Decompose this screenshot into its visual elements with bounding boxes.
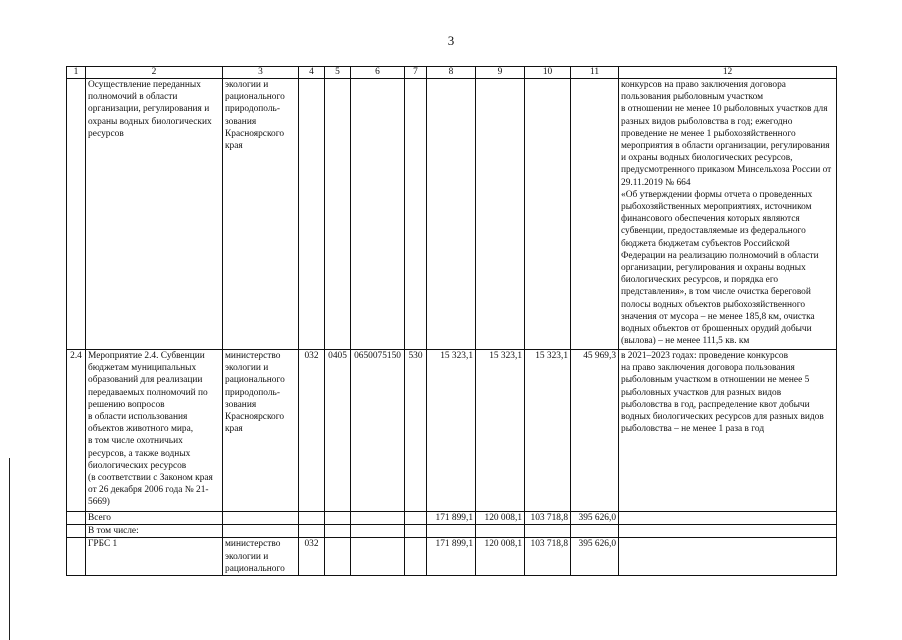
cell-grbs: 032 <box>299 538 325 576</box>
cell-total: 395 626,0 <box>571 512 619 525</box>
cell-vr: 530 <box>405 350 427 512</box>
cell-result <box>619 538 837 576</box>
cell-result <box>619 525 837 538</box>
header-cell: 7 <box>405 67 427 79</box>
cell-vr <box>405 79 427 350</box>
cell-grbs <box>299 512 325 525</box>
cell-vr <box>405 538 427 576</box>
cell-2023 <box>525 525 571 538</box>
cell-csr <box>351 79 405 350</box>
cell-measure: Осуществление переданных полномочий в области организации, регулирования и охраны водных биологических ресурсов <box>86 79 223 350</box>
cell-rzpr <box>325 512 351 525</box>
cell-index <box>67 512 86 525</box>
cell-2023: 103 718,8 <box>525 538 571 576</box>
page-number: 3 <box>447 33 455 48</box>
cell-2022 <box>476 525 525 538</box>
header-cell: 11 <box>571 67 619 79</box>
cell-total: 45 969,3 <box>571 350 619 512</box>
header-cell: 6 <box>351 67 405 79</box>
header-row <box>67 67 837 79</box>
cell-total: 395 626,0 <box>571 538 619 576</box>
cell-result: конкурсов на право заключения договора пользования рыболовным участком в отношении не менее 10 рыболовных участков для разных видов рыболовства в год; ежегодно проведение не менее 1 рыбохозяйственного мероприятия в области организации, регулирования и охраны водных биологических ресурсов, предусмотренного приказом Минсельхоза России от 29.11.2019 № 664 «Об утверждении формы отчета о проведенных рыбохозяйственных мероприятиях, источником финансового обеспечения которых являются субвенции, предоставляемые из федерального бюджета бюджетам субъектов Российской Федерации на реализацию полномочий в области организации, регулирования и охраны водных биологических ресурсов, и порядка его представления», в том числе очистка береговой полосы водных объектов рыбохозяйственного значения от мусора – не менее 185,8 км, очистка водных объектов от брошенных орудий добычи (вылова) – не менее 111,5 кв. км <box>619 79 837 350</box>
cell-2021 <box>427 79 476 350</box>
cell-index <box>67 525 86 538</box>
cell-rzpr: 0405 <box>325 350 351 512</box>
header-cell: 3 <box>223 67 299 79</box>
cell-2021: 171 899,1 <box>427 512 476 525</box>
table-row-including <box>67 525 837 538</box>
cell-index <box>67 538 86 576</box>
cell-rzpr <box>325 79 351 350</box>
cell-index <box>67 79 86 350</box>
cell-2022: 120 008,1 <box>476 512 525 525</box>
cell-vr <box>405 525 427 538</box>
cell-2021: 171 899,1 <box>427 538 476 576</box>
cell-csr: 0650075150 <box>351 350 405 512</box>
cell-grbs: 032 <box>299 350 325 512</box>
header-cell: 8 <box>427 67 476 79</box>
cell-executor <box>223 512 299 525</box>
cell-result: в 2021–2023 годах: проведение конкурсов на право заключения договора пользования рыболовным участком в отношении не менее 5 рыболовных участков для разных видов рыболовства в год, распределение квот добычи водных биологических ресурсов для разных видов рыболовства – не менее 1 раза в год <box>619 350 837 512</box>
cell-executor: министерство экологии и рационального <box>223 538 299 576</box>
cell-csr <box>351 512 405 525</box>
cell-grbs <box>299 525 325 538</box>
cell-csr <box>351 525 405 538</box>
cell-2023 <box>525 79 571 350</box>
cell-grbs <box>299 79 325 350</box>
cell-csr <box>351 538 405 576</box>
cell-2022: 120 008,1 <box>476 538 525 576</box>
cell-executor <box>223 525 299 538</box>
table-row-total <box>67 512 837 525</box>
cell-index: 2.4 <box>67 350 86 512</box>
cell-rzpr <box>325 525 351 538</box>
cell-measure: Всего <box>86 512 223 525</box>
cell-result <box>619 512 837 525</box>
cell-measure: В том числе: <box>86 525 223 538</box>
cell-executor: экологии и рационального природополь- зования Красноярского края <box>223 79 299 350</box>
cell-2021: 15 323,1 <box>427 350 476 512</box>
header-cell: 12 <box>619 67 837 79</box>
cell-2022: 15 323,1 <box>476 350 525 512</box>
header-cell: 10 <box>525 67 571 79</box>
cell-measure: ГРБС 1 <box>86 538 223 576</box>
cell-total <box>571 79 619 350</box>
header-cell: 4 <box>299 67 325 79</box>
table-row-continued <box>67 79 837 350</box>
cell-2022 <box>476 79 525 350</box>
cell-measure: Мероприятие 2.4. Субвенции бюджетам муниципальных образований для реализации передаваемых полномочий по решению вопросов в области использования объектов животного мира, в том числе охотничьих ресурсов, а также водных биологических ресурсов (в соответствии с Законом края от 26 декабря 2006 года № 21-5669) <box>86 350 223 512</box>
cell-2021 <box>427 525 476 538</box>
cell-vr <box>405 512 427 525</box>
scan-margin-line <box>9 458 10 640</box>
budget-table <box>66 66 837 576</box>
cell-executor: министерство экологии и рационального природополь- зования Красноярского края <box>223 350 299 512</box>
header-cell: 9 <box>476 67 525 79</box>
cell-rzpr <box>325 538 351 576</box>
header-cell: 1 <box>67 67 86 79</box>
table-row-2-4 <box>67 350 837 512</box>
header-cell: 2 <box>86 67 223 79</box>
cell-2023: 103 718,8 <box>525 512 571 525</box>
cell-total <box>571 525 619 538</box>
header-cell: 5 <box>325 67 351 79</box>
table-row-grbs <box>67 538 837 576</box>
cell-2023: 15 323,1 <box>525 350 571 512</box>
